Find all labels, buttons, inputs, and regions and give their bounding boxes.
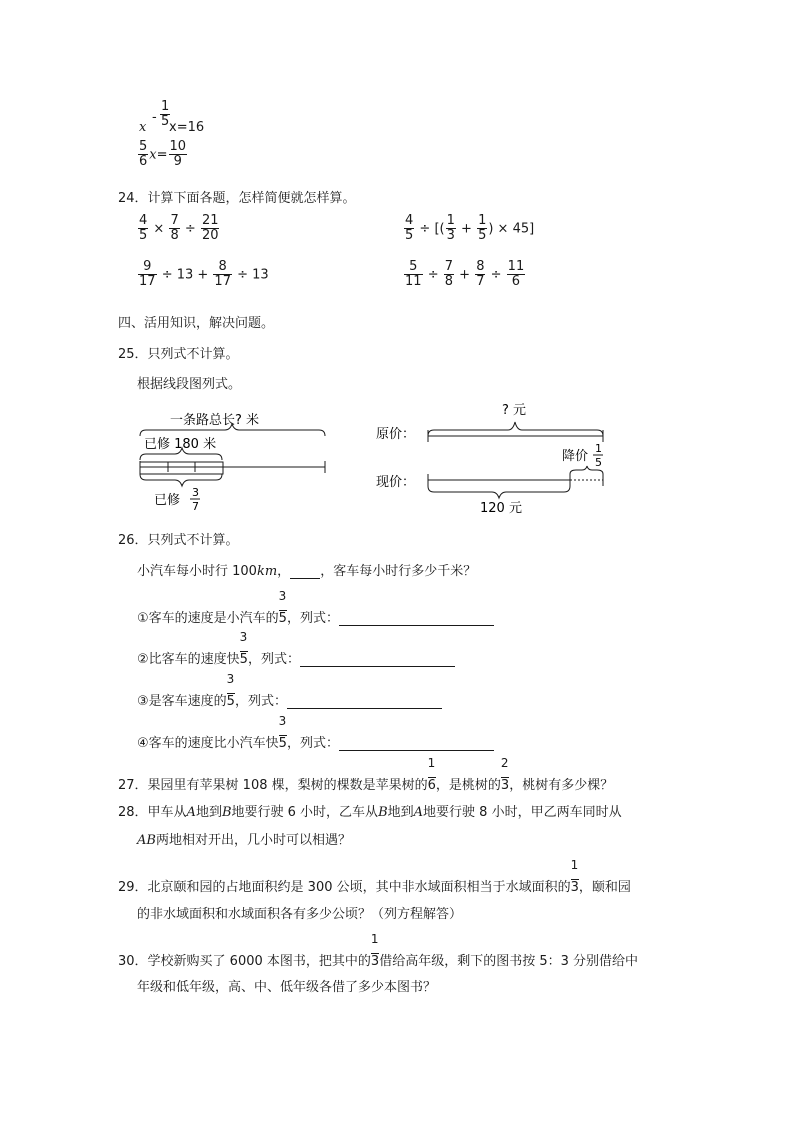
fraction: 1 5: [161, 99, 170, 130]
q25-subtitle: 根据线段图列式。: [137, 377, 242, 392]
blank[interactable]: [290, 578, 320, 579]
equation-2: $\frac{5}{6}$ x= $\frac{10}{9}$: [139, 139, 187, 170]
q27: 27．果园里有苹果树 108 棵，梨树的棵数是苹果树的 $\frac{1}{6}$，是桃树的 $\frac{2}{3}$，桃树有多少棵？: [118, 756, 614, 793]
q25-title: 25．只列式不计算。: [118, 347, 239, 362]
answer-line[interactable]: [287, 708, 442, 709]
q26-item-2: ②比客车的速度快 $\frac{3}{5}$，列式：: [137, 648, 455, 667]
q24-expr-d: $\frac{5}{11}$ ÷ $\frac{7}{8}$ + $\frac{8}{7}$ ÷ $\frac{11}{6}$: [405, 259, 525, 290]
price-120: 120 元: [480, 501, 522, 516]
q29-line1: 29．北京颐和园的占地面积约是 300 公顷，其中非水域面积相当于水域面积的 $\frac{1}{3}$，颐和园: [118, 858, 631, 895]
segment-label-built-fraction: 已修: [154, 493, 181, 508]
current-price-label: 现价：: [376, 475, 416, 490]
q30-line2: 年级和低年级，高、中、低年级各借了多少本图书？: [137, 980, 437, 995]
segment-label-built: 已修 180 米: [144, 437, 217, 452]
q26-title: 26．只列式不计算。: [118, 533, 239, 548]
q24-expr-a: $\frac{4}{5}$ × $\frac{7}{8}$ ÷ $\frac{21}{20}$: [139, 213, 219, 244]
q26-item-4: ④客车的速度比小汽车快 $\frac{3}{5}$，列式：: [137, 732, 494, 751]
svg-text:1: 1: [595, 442, 602, 455]
q24-title: 24．计算下面各题，怎样简便就怎样算。: [118, 191, 356, 206]
q28-line1: 28．甲车从A地到B地要行驶 6 小时，乙车从B地到A地要行驶 8 小时，甲乙两车同时从: [118, 805, 622, 820]
q30-line1: 30．学校新购买了 6000 本图书，把其中的 $\frac{1}{3}$借给高年级，剩下的图书按 5：3 分别借给中: [118, 932, 638, 969]
q24-expr-b: $\frac{4}{5}$ ÷ [( $\frac{1}{3}$ + $\frac{1}{5}$ ) × 45]: [405, 213, 535, 244]
svg-text:5: 5: [595, 456, 602, 469]
q26-item-1: ①客车的速度是小汽车的 $\frac{3}{5}$，列式：: [137, 607, 494, 626]
answer-line[interactable]: [339, 750, 494, 751]
q26-item-3: ③是客车速度的 $\frac{3}{5}$，列式：: [137, 690, 442, 709]
svg-text:7: 7: [192, 500, 199, 513]
section-heading: 四、活用知识，解决问题。: [118, 316, 275, 331]
q29-line2: 的非水域面积和水域面积各有多少公顷？（列方程解答）: [137, 907, 463, 922]
q26-stem: 小汽车每小时行 100km， ，客车每小时行多少千米？: [137, 564, 477, 579]
segment-label-total: 一条路总长? 米: [170, 413, 260, 428]
answer-line[interactable]: [300, 666, 455, 667]
orig-price-label: 原价：: [376, 427, 416, 442]
line-segment-diagrams: [130, 400, 620, 520]
drop-label: 降价: [562, 449, 589, 464]
q28-line2: AB两地相对开出，几小时可以相遇？: [137, 833, 351, 848]
svg-text:3: 3: [192, 486, 199, 499]
q24-expr-c: $\frac{9}{17}$ ÷ 13 + $\frac{8}{17}$ ÷ 13: [139, 259, 269, 290]
fraction: $\frac{5}{6}$: [139, 139, 148, 170]
fraction: $\frac{10}{9}$: [169, 139, 187, 170]
question-price: ? 元: [502, 403, 527, 418]
answer-line[interactable]: [339, 625, 494, 626]
